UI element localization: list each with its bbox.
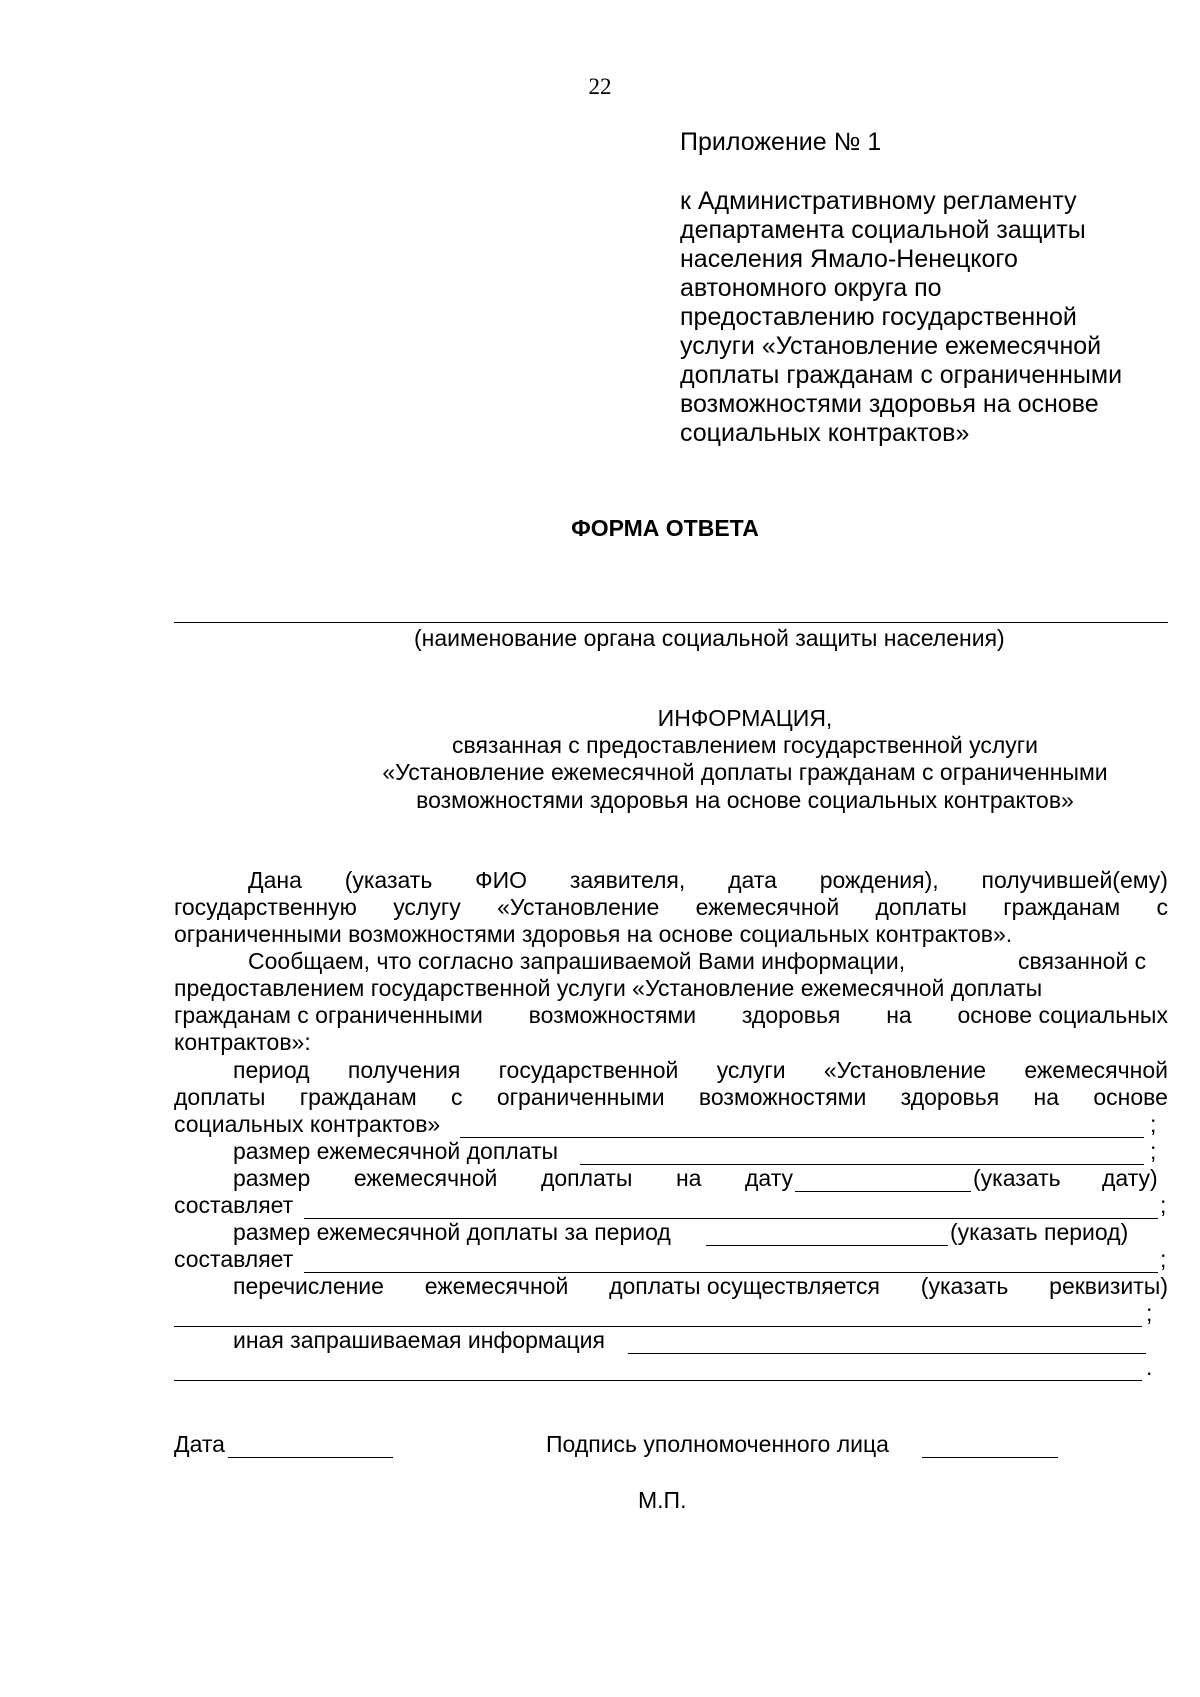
word: услугу xyxy=(393,894,461,920)
semicolon: ; xyxy=(1146,1300,1153,1326)
fill-in-line xyxy=(706,1245,948,1246)
item-line xyxy=(174,1085,1168,1110)
word: на xyxy=(886,1002,912,1028)
appendix-block xyxy=(680,128,1170,448)
word: ежемесячной xyxy=(695,894,840,920)
item-line: дату) xyxy=(1102,1165,1158,1191)
organ-caption: (наименование органа социальной защиты населения) xyxy=(414,625,1005,651)
date-label: Дата xyxy=(174,1431,225,1457)
word: доплаты xyxy=(875,894,967,920)
word: гражданам с ограниченными xyxy=(174,1002,483,1028)
paragraph-line: Сообщаем, что согласно запрашиваемой Вами информации, xyxy=(248,948,906,974)
semicolon: ; xyxy=(1150,1111,1157,1137)
info-heading-line: «Установление ежемесячной доплаты гражданам с ограниченными xyxy=(382,759,1108,785)
item-line: (указать xyxy=(973,1165,1061,1191)
word: получения xyxy=(347,1057,461,1083)
paragraph-line xyxy=(174,895,1168,920)
word: возможностями xyxy=(698,1084,867,1110)
word: период xyxy=(233,1057,310,1083)
page-number: 22 xyxy=(588,74,612,99)
stamp-label: М.П. xyxy=(638,1487,687,1513)
appendix-line: социальных контрактов» xyxy=(680,419,970,447)
item-line: социальных контрактов» xyxy=(174,1111,441,1137)
word: (указать xyxy=(344,867,433,893)
paragraph-line-end: связанной с xyxy=(1018,948,1147,974)
word: заявителя, xyxy=(569,867,686,893)
word: на xyxy=(675,1165,702,1191)
word: ежемесячной xyxy=(353,1165,498,1191)
date-line xyxy=(228,1457,393,1458)
word: здоровья xyxy=(741,1002,841,1028)
appendix-line: населения Ямало-Ненецкого xyxy=(680,245,1018,273)
word: с xyxy=(1156,894,1168,920)
word: перечисление xyxy=(233,1273,384,1299)
word: доплаты осуществляется xyxy=(609,1273,881,1299)
paragraph-line: предоставлением государственной услуги «Установление ежемесячной доплаты xyxy=(174,975,1043,1001)
period: . xyxy=(1146,1354,1153,1380)
word: реквизиты) xyxy=(1049,1273,1168,1299)
item-line: составляет xyxy=(174,1246,294,1272)
word: дата xyxy=(728,867,777,893)
word: гражданам xyxy=(1003,894,1121,920)
word: услуги xyxy=(716,1057,786,1083)
appendix-line: услуги «Установление ежемесячной xyxy=(680,332,1102,360)
appendix-line: департамента социальной защиты xyxy=(680,216,1086,244)
word: ограниченными xyxy=(496,1084,665,1110)
word: (указать xyxy=(920,1273,1009,1299)
word: «Установление xyxy=(497,894,660,920)
word: на xyxy=(1033,1084,1060,1110)
item-line: размер ежемесячной доплаты за период xyxy=(233,1219,671,1245)
semicolon: ; xyxy=(1150,1138,1157,1164)
word: возможностями xyxy=(528,1002,697,1028)
word: с xyxy=(451,1084,463,1110)
word: дату xyxy=(745,1165,793,1191)
word: доплаты xyxy=(540,1165,633,1191)
fill-in-line xyxy=(460,1137,1144,1138)
word: здоровья xyxy=(900,1084,1000,1110)
item-line xyxy=(233,1274,1168,1299)
item-line: (указать период) xyxy=(950,1219,1129,1245)
semicolon: ; xyxy=(1160,1246,1167,1272)
paragraph-line xyxy=(248,868,1168,893)
fill-in-line xyxy=(174,1380,1142,1381)
item-line: размер ежемесячной доплаты xyxy=(233,1138,559,1164)
word: основе социальных xyxy=(957,1002,1168,1028)
semicolon: ; xyxy=(1160,1192,1167,1218)
word: ежемесячной xyxy=(424,1273,569,1299)
word: государственной xyxy=(498,1057,679,1083)
word: ежемесячной xyxy=(1024,1057,1168,1083)
paragraph-line xyxy=(174,1003,1168,1028)
appendix-line: возможностями здоровья на основе xyxy=(680,390,1099,418)
word: Дана xyxy=(248,867,302,893)
word: рождения), xyxy=(819,867,939,893)
appendix-title: Приложение № 1 xyxy=(680,128,882,156)
appendix-line: предоставлению государственной xyxy=(680,303,1077,331)
form-title: ФОРМА ОТВЕТА xyxy=(571,515,759,541)
item-line xyxy=(233,1166,793,1191)
signature-line xyxy=(922,1457,1058,1458)
info-heading-title: ИНФОРМАЦИЯ, xyxy=(657,705,833,731)
word: доплаты xyxy=(174,1084,266,1110)
item-line xyxy=(233,1058,1168,1083)
signature-label: Подпись уполномоченного лица xyxy=(546,1431,889,1457)
paragraph-line: контрактов»: xyxy=(174,1029,311,1055)
word: размер xyxy=(233,1165,311,1191)
info-heading-line: возможностями здоровья на основе социальных контрактов» xyxy=(416,787,1074,813)
paragraph-line: ограниченными возможностями здоровья на основе социальных контрактов». xyxy=(174,921,1013,947)
fill-in-line xyxy=(795,1191,971,1192)
word: получившей(ему) xyxy=(981,867,1168,893)
appendix-line: доплаты гражданам с ограниченными xyxy=(680,361,1123,389)
word: ФИО xyxy=(475,867,528,893)
word: основе xyxy=(1093,1084,1168,1110)
item-line: составляет xyxy=(174,1192,294,1218)
word: «Установление xyxy=(823,1057,987,1083)
fill-in-line xyxy=(628,1353,1146,1354)
organ-name-line xyxy=(174,622,1168,623)
appendix-line: к Административному регламенту xyxy=(680,187,1077,215)
word: гражданам xyxy=(299,1084,417,1110)
word: государственную xyxy=(174,894,357,920)
appendix-line: автономного округа по xyxy=(680,274,942,302)
info-heading-line: связанная с предоставлением государственной услуги xyxy=(452,732,1038,758)
item-line: иная запрашиваемая информация xyxy=(233,1327,605,1353)
